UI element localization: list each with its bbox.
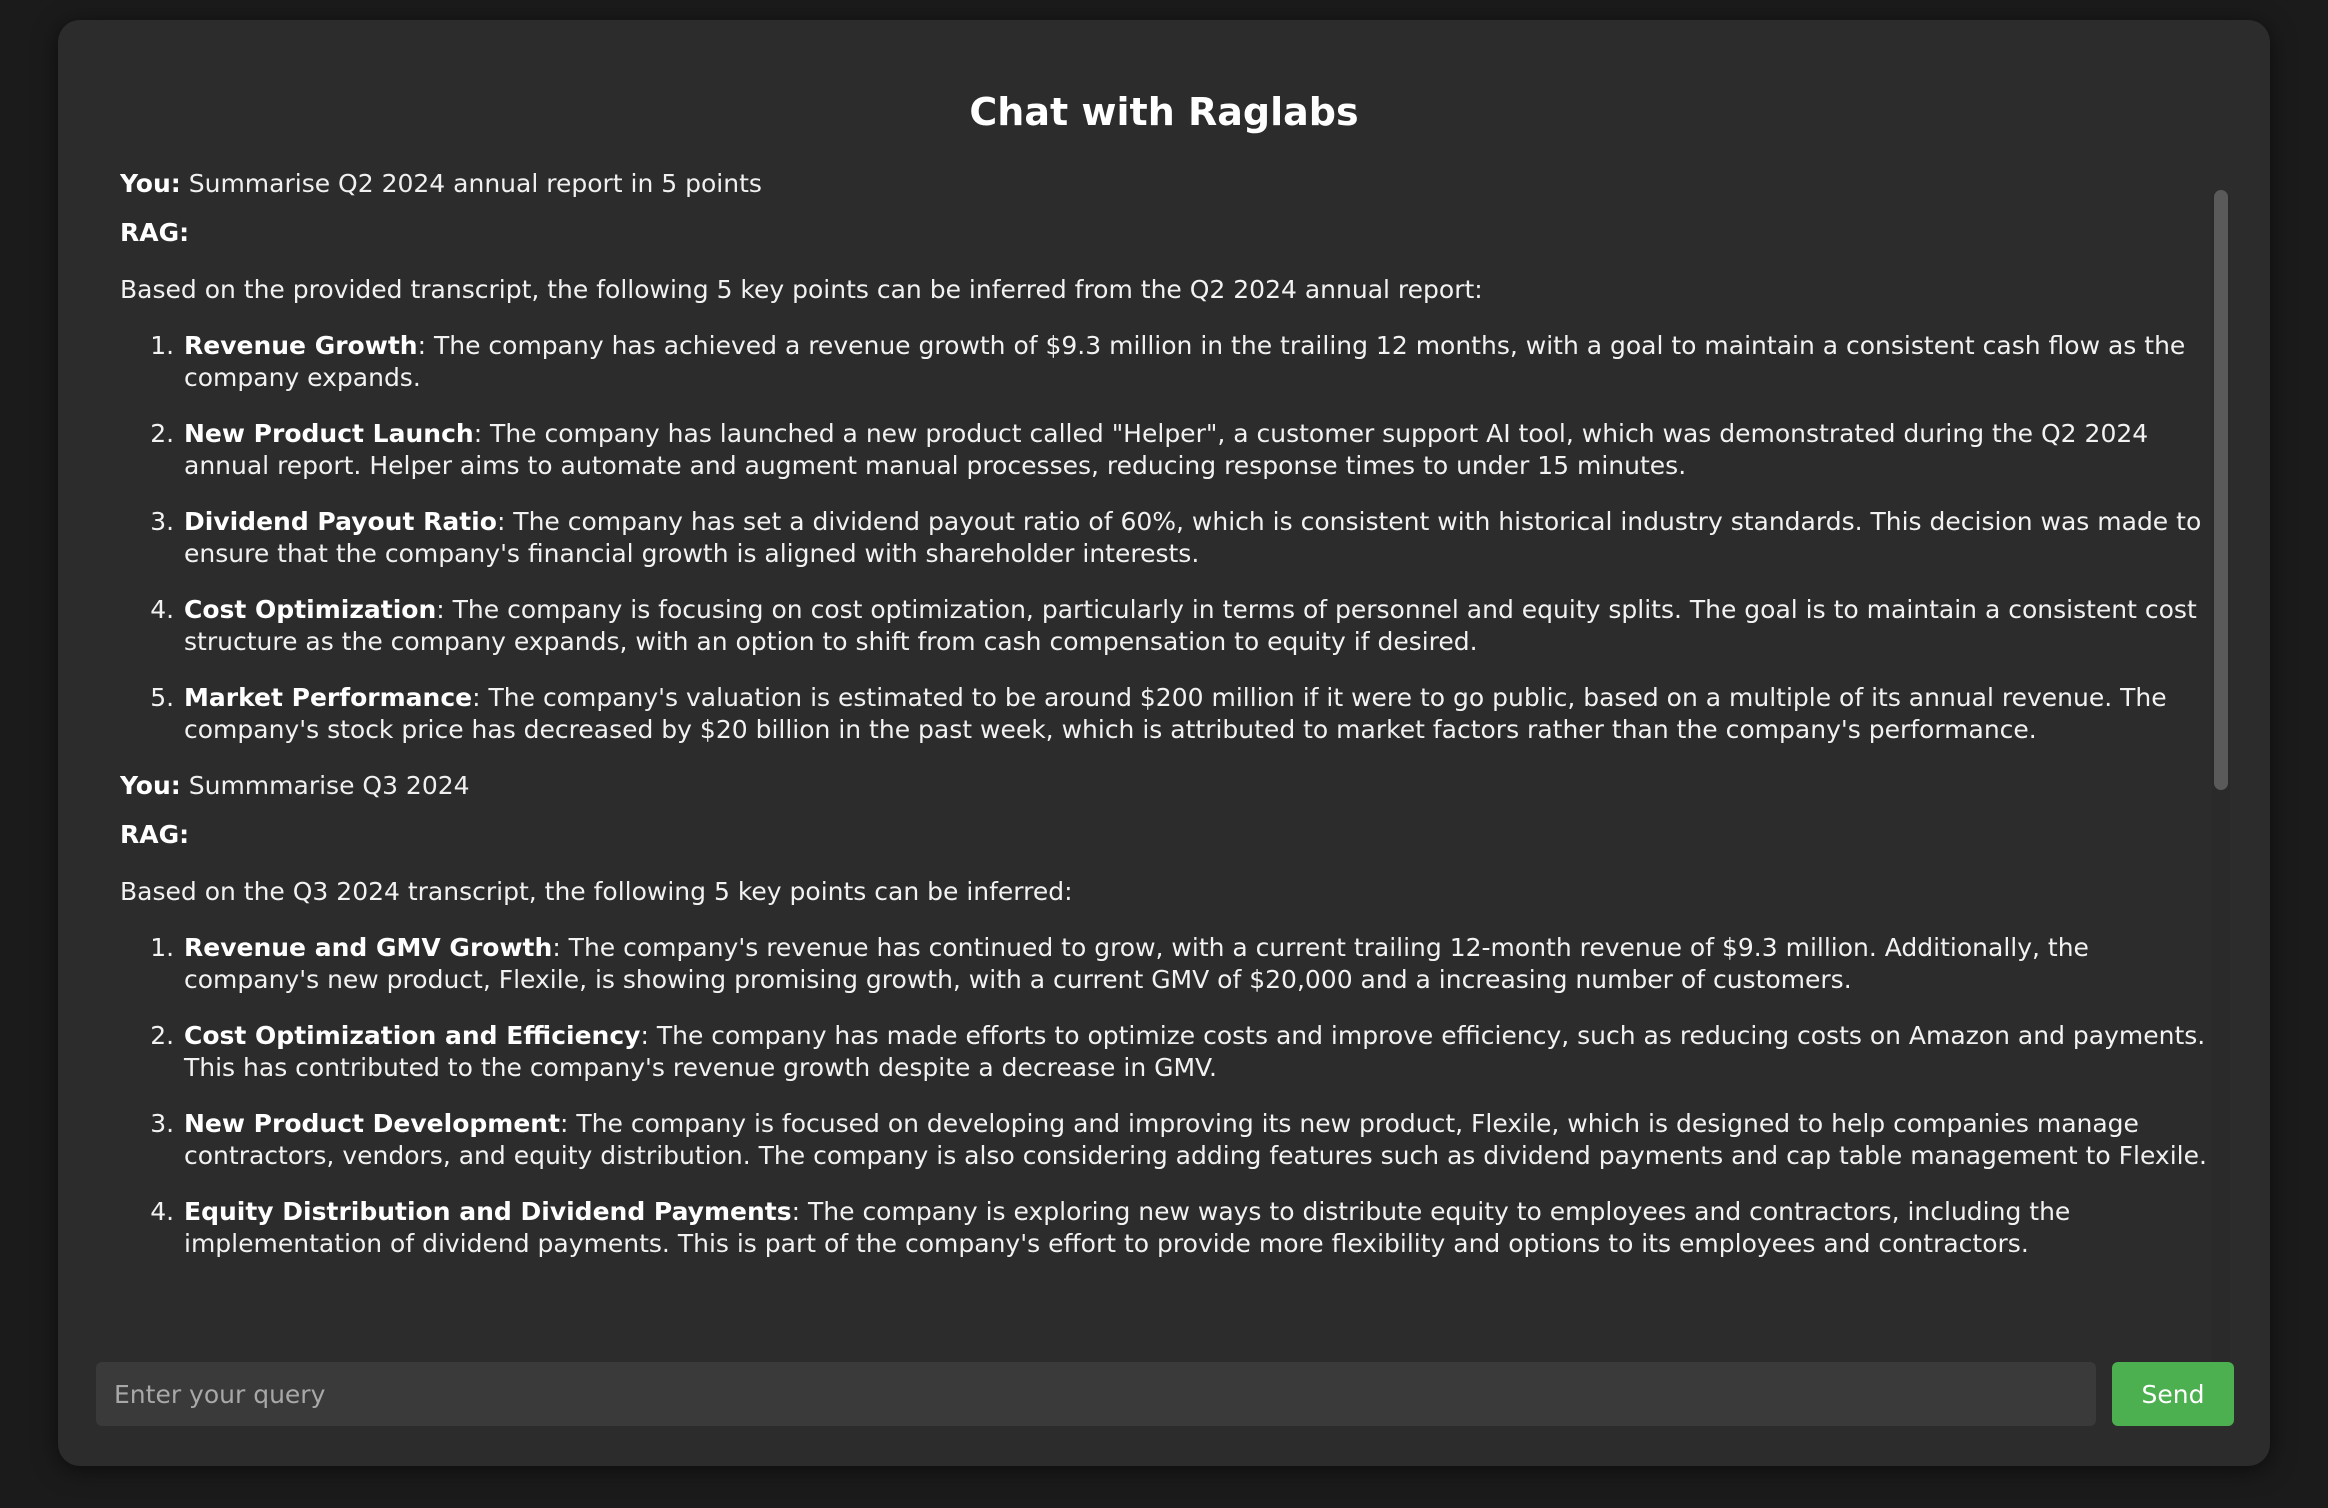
rag-intro: Based on the provided transcript, the following 5 key points can be inferred from the Q2 2024 annual report: [120, 275, 1483, 304]
point-text: : The company's valuation is estimated to be around $200 million if it were to go public, based on a multiple of its annual revenue. The company's stock price has decreased by $20 billion in the past week, which is attributed to market factors rather than the company's performance. [184, 683, 2167, 744]
point-text: : The company has made efforts to optimize costs and improve efficiency, such as reducing costs on Amazon and payments. This has contributed to the company's revenue growth despite a decrease in GMV. [184, 1021, 2206, 1082]
point-text: : The company has set a dividend payout ratio of 60%, which is consistent with historical industry standards. This decision was made to ensure that the company's financial growth is aligned with shareholder interests. [184, 507, 2202, 568]
list-item [182, 1020, 2222, 1084]
send-button[interactable]: Send [2112, 1362, 2234, 1426]
list-item [182, 594, 2222, 658]
point-heading: New Product Launch [184, 419, 474, 448]
user-label: You: [120, 771, 181, 800]
list-item [182, 1196, 2222, 1260]
rag-points-list [120, 330, 2222, 746]
point-heading: Cost Optimization and Efficiency [184, 1021, 641, 1050]
list-item [182, 1108, 2222, 1172]
user-message [120, 770, 2222, 802]
user-message-text: Summarise Q2 2024 annual report in 5 points [188, 169, 762, 198]
list-item [182, 682, 2222, 746]
point-heading: Equity Distribution and Dividend Payments [184, 1197, 792, 1226]
rag-points-list [120, 932, 2222, 1260]
rag-intro: Based on the Q3 2024 transcript, the following 5 key points can be inferred: [120, 877, 1073, 906]
point-text: : The company is exploring new ways to distribute equity to employees and contractors, including the implementation of dividend payments. This is part of the company's effort to provide more flexibility and options to its employees and contractors. [184, 1197, 2071, 1258]
chat-scrollbar-thumb[interactable] [2214, 190, 2228, 790]
point-heading: New Product Development [184, 1109, 561, 1138]
list-item [182, 506, 2222, 570]
query-bar [96, 1362, 2232, 1426]
chat-scrollbar[interactable] [2212, 190, 2230, 1370]
point-text: : The company has launched a new product called "Helper", a customer support AI tool, which was demonstrated during the Q2 2024 annual report. Helper aims to automate and augment manual processes, reducing response times to under 15 minutes. [184, 419, 2149, 480]
query-input[interactable] [96, 1362, 2096, 1426]
point-text: : The company's revenue has continued to grow, with a current trailing 12-month revenue of $9.3 million. Additionally, the company's new product, Flexile, is showing promising growth, with a current GMV of $20,000 and a increasing number of customers. [184, 933, 2089, 994]
user-label: You: [120, 169, 181, 198]
list-item [182, 330, 2222, 394]
point-text: : The company has achieved a revenue growth of $9.3 million in the trailing 12 months, with a goal to maintain a consistent cash flow as the company expands. [184, 331, 2186, 392]
rag-label: RAG: [120, 820, 190, 849]
page-title: Chat with Raglabs [969, 90, 1359, 134]
rag-label: RAG: [120, 218, 190, 247]
point-text: : The company is focusing on cost optimization, particularly in terms of personnel and equity splits. The goal is to maintain a consistent cost structure as the company expands, with an option to shift from cash compensation to equity if desired. [184, 595, 2197, 656]
chat-messages-content [120, 168, 2238, 1284]
point-text: : The company is focused on developing and improving its new product, Flexile, which is designed to help companies manage contractors, vendors, and equity distribution. The company is also considering adding features such as dividend payments and cap table management to Flexile. [184, 1109, 2207, 1170]
point-heading: Dividend Payout Ratio [184, 507, 497, 536]
list-item [182, 932, 2222, 996]
user-message [120, 168, 2222, 200]
point-heading: Revenue and GMV Growth [184, 933, 553, 962]
point-heading: Market Performance [184, 683, 473, 712]
list-item [182, 418, 2222, 482]
chat-panel [58, 20, 2270, 1466]
point-heading: Revenue Growth [184, 331, 418, 360]
user-message-text: Summmarise Q3 2024 [188, 771, 470, 800]
chat-messages[interactable] [120, 168, 2240, 1354]
point-heading: Cost Optimization [184, 595, 437, 624]
